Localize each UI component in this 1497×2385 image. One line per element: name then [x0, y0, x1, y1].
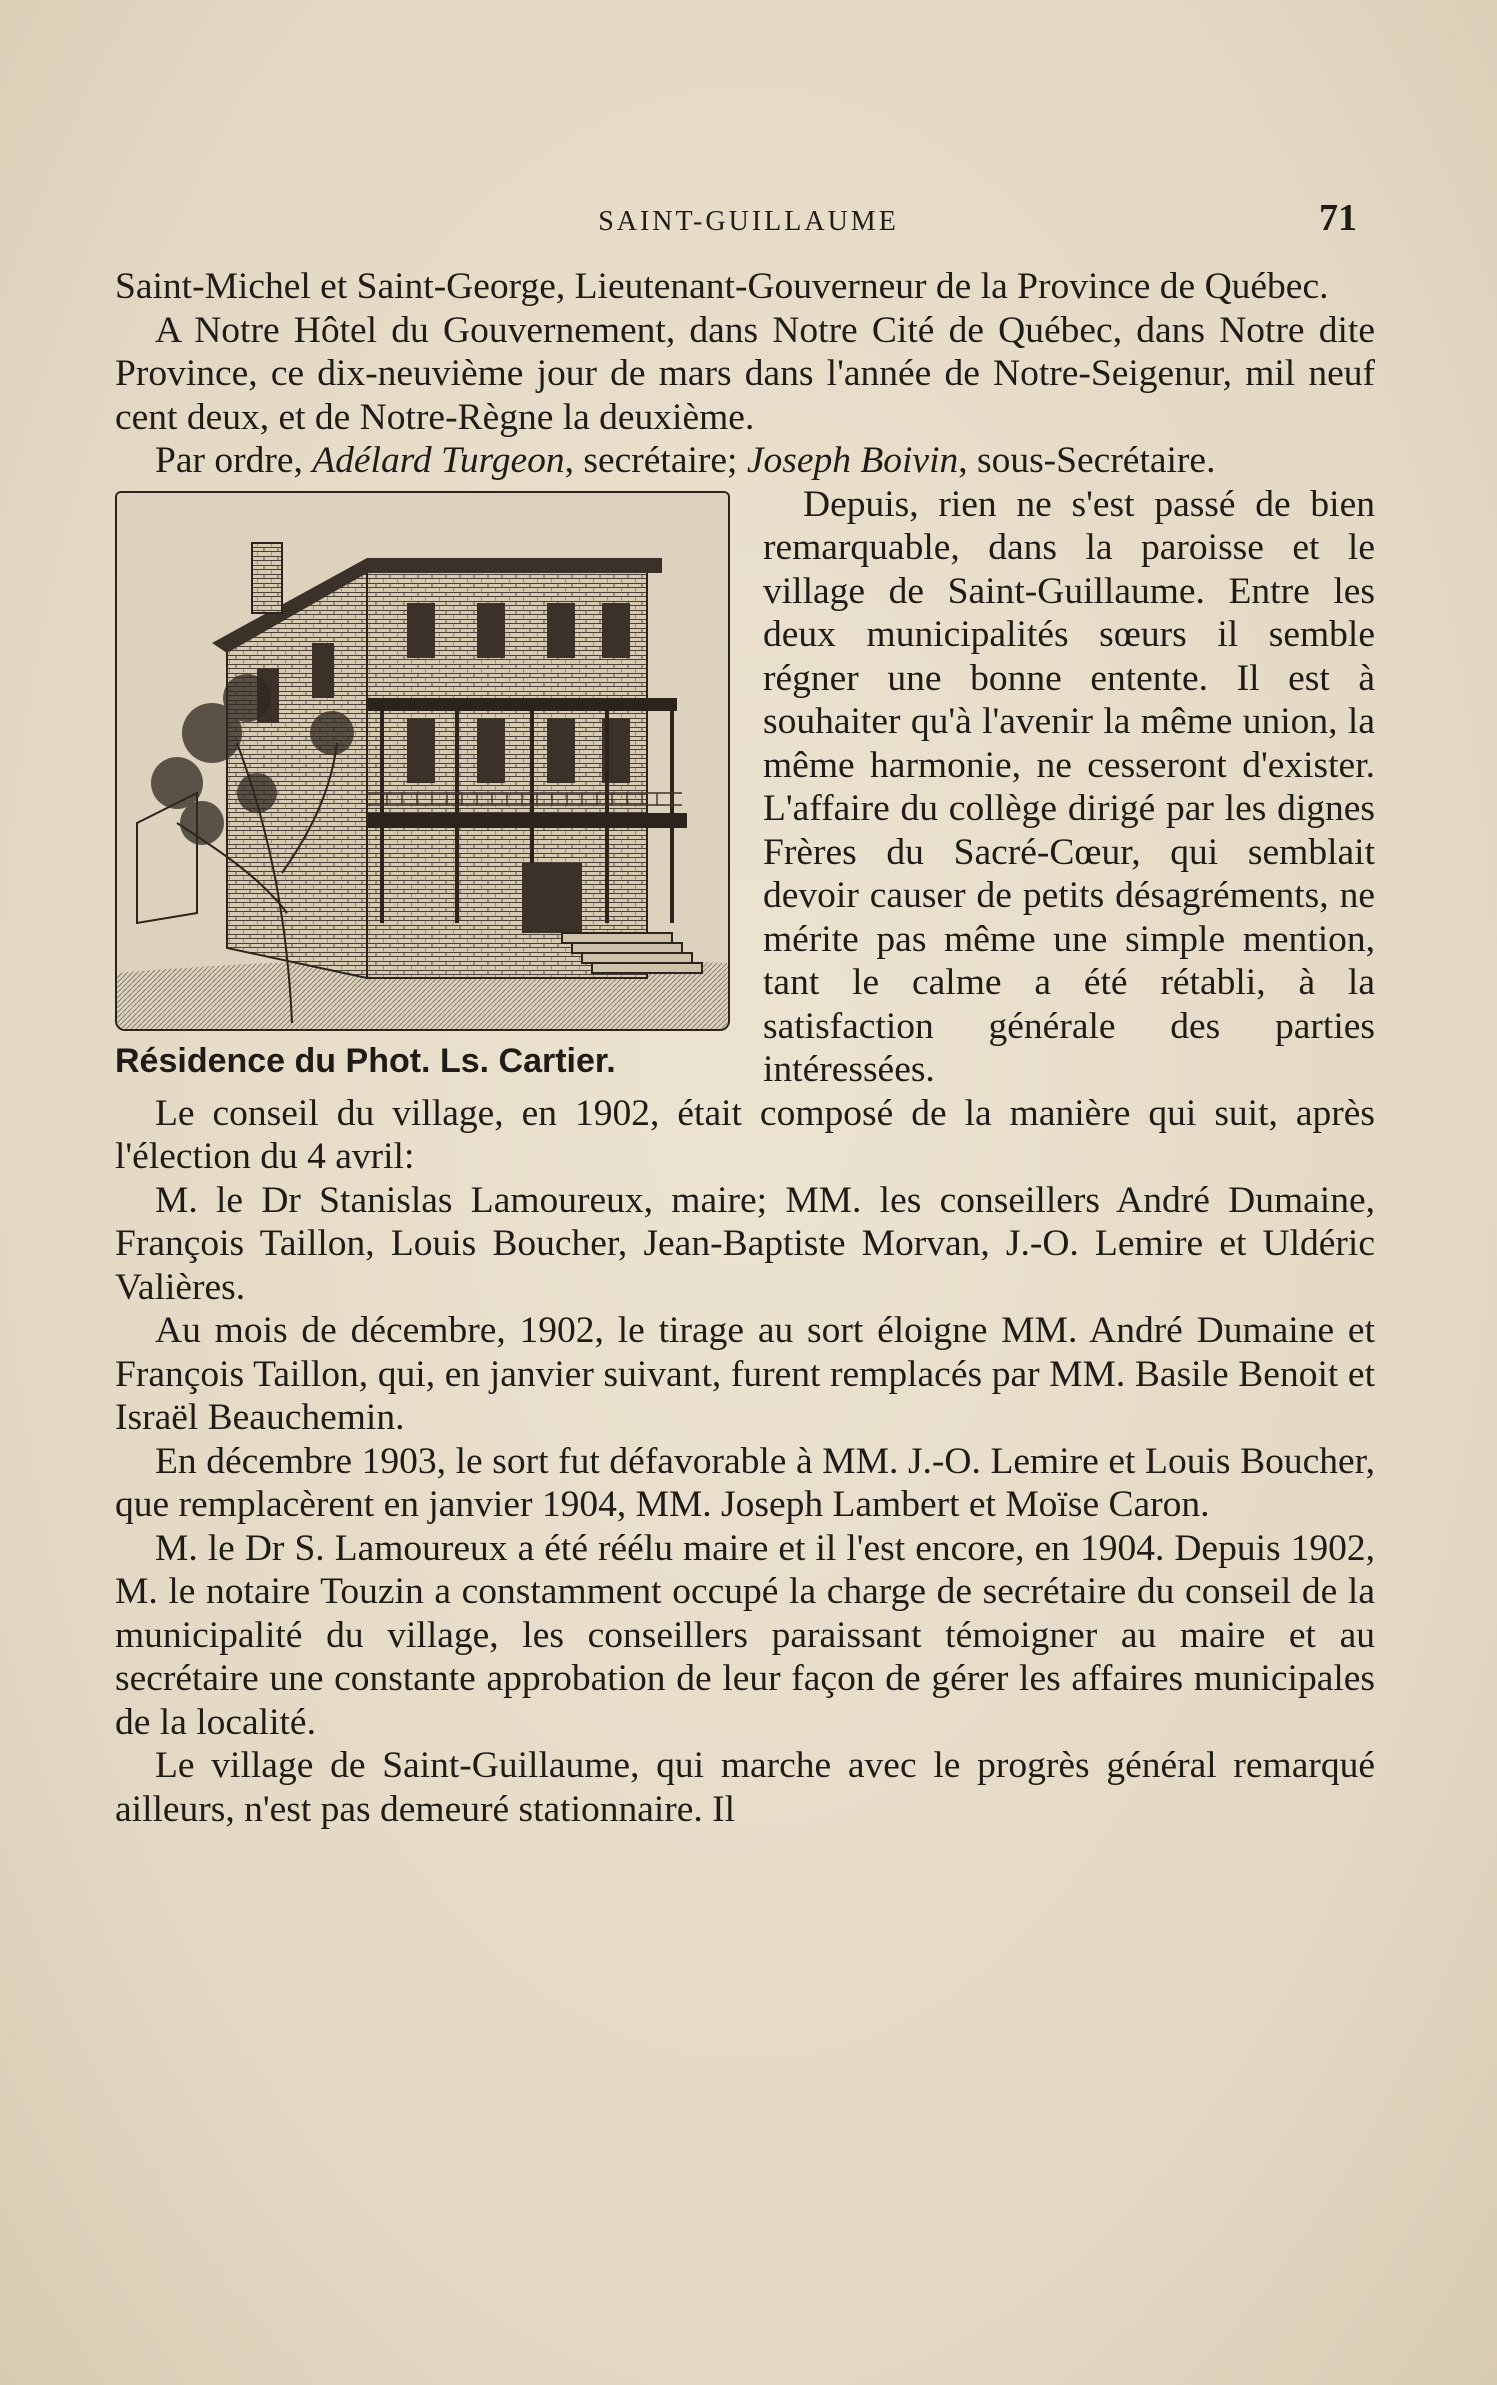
paragraph-3: [115, 439, 1375, 483]
paragraph-4: Depuis, rien ne s'est passé de bien remarquable, dans la paroisse et le village de Saint-Guillaume. Entre les deux municipalités sœurs il semble régner une bonne entente. Il est à souhaiter qu'à l'avenir la même union, la même harmonie, ne cesseront d'exister. L'affaire du collège dirigé par les dignes Frères du Sacré-Cœur, qui semblait devoir causer de petits désagréments, ne mérite pas même une simple mention, tant le calme a été rétabli, à la satisfaction générale des parties intéressées.: [763, 483, 1375, 1090]
under-secretary-name: Joseph Boivin: [746, 440, 959, 481]
paragraph-5: Le conseil du village, en 1902, était composé de la manière qui suit, après l'élection du 4 avril:: [115, 1092, 1375, 1177]
signature-tail: , sous-Secrétaire.: [958, 440, 1216, 481]
paragraph-9: M. le Dr S. Lamoureux a été réélu maire et il l'est encore, en 1904. Depuis 1902, M. le notaire Touzin a constamment occupé la charge de secrétaire du conseil de la municipalité du village, les conseillers paraissant témoigner au maire et au secrétaire une constante approbation de leur façon de gérer les affaires municipales de la localité.: [115, 1527, 1375, 1743]
residence-illustration: [115, 491, 730, 1031]
residence-figure: [115, 491, 735, 1081]
page-number: 71: [1319, 197, 1357, 239]
page-header: [110, 197, 1387, 250]
signature-mid: , secrétaire;: [564, 440, 747, 481]
paragraph-8: En décembre 1903, le sort fut défavorable à MM. J.-O. Lemire et Louis Boucher, que remplacèrent en janvier 1904, MM. Joseph Lambert et Moïse Caron.: [115, 1440, 1375, 1525]
figure-caption: Résidence du Phot. Ls. Cartier.: [115, 1041, 616, 1080]
paragraph-1: Saint-Michel et Saint-George, Lieutenant-Gouverneur de la Province de Québec.: [115, 266, 1329, 307]
body-text: [115, 265, 1375, 1831]
secretary-name: Adélard Turgeon: [312, 440, 565, 481]
running-head: SAINT-GUILLAUME: [598, 206, 899, 237]
paragraph-6: M. le Dr Stanislas Lamoureux, maire; MM. les conseillers André Dumaine, François Taillon, Louis Boucher, Jean-Baptiste Morvan, J.-O. Lemire et Uldéric Valières.: [115, 1179, 1375, 1308]
paragraph-2: A Notre Hôtel du Gouvernement, dans Notre Cité de Québec, dans Notre dite Province, ce dix-neuvième jour de mars dans l'année de Notre-Seigenur, mil neuf cent deux, et de Notre-Règne la deuxième.: [115, 309, 1375, 438]
paragraph-7: Au mois de décembre, 1902, le tirage au sort éloigne MM. André Dumaine et François Taillon, qui, en janvier suivant, furent remplacés par MM. Basile Benoit et Israël Beauchemin.: [115, 1310, 1375, 1438]
paragraph-10: Le village de Saint-Guillaume, qui marche avec le progrès général remarqué ailleurs, n'est pas demeuré stationnaire. Il: [115, 1745, 1375, 1830]
signature-lead: Par ordre,: [155, 440, 313, 481]
house-engraving-icon: [117, 493, 728, 1029]
